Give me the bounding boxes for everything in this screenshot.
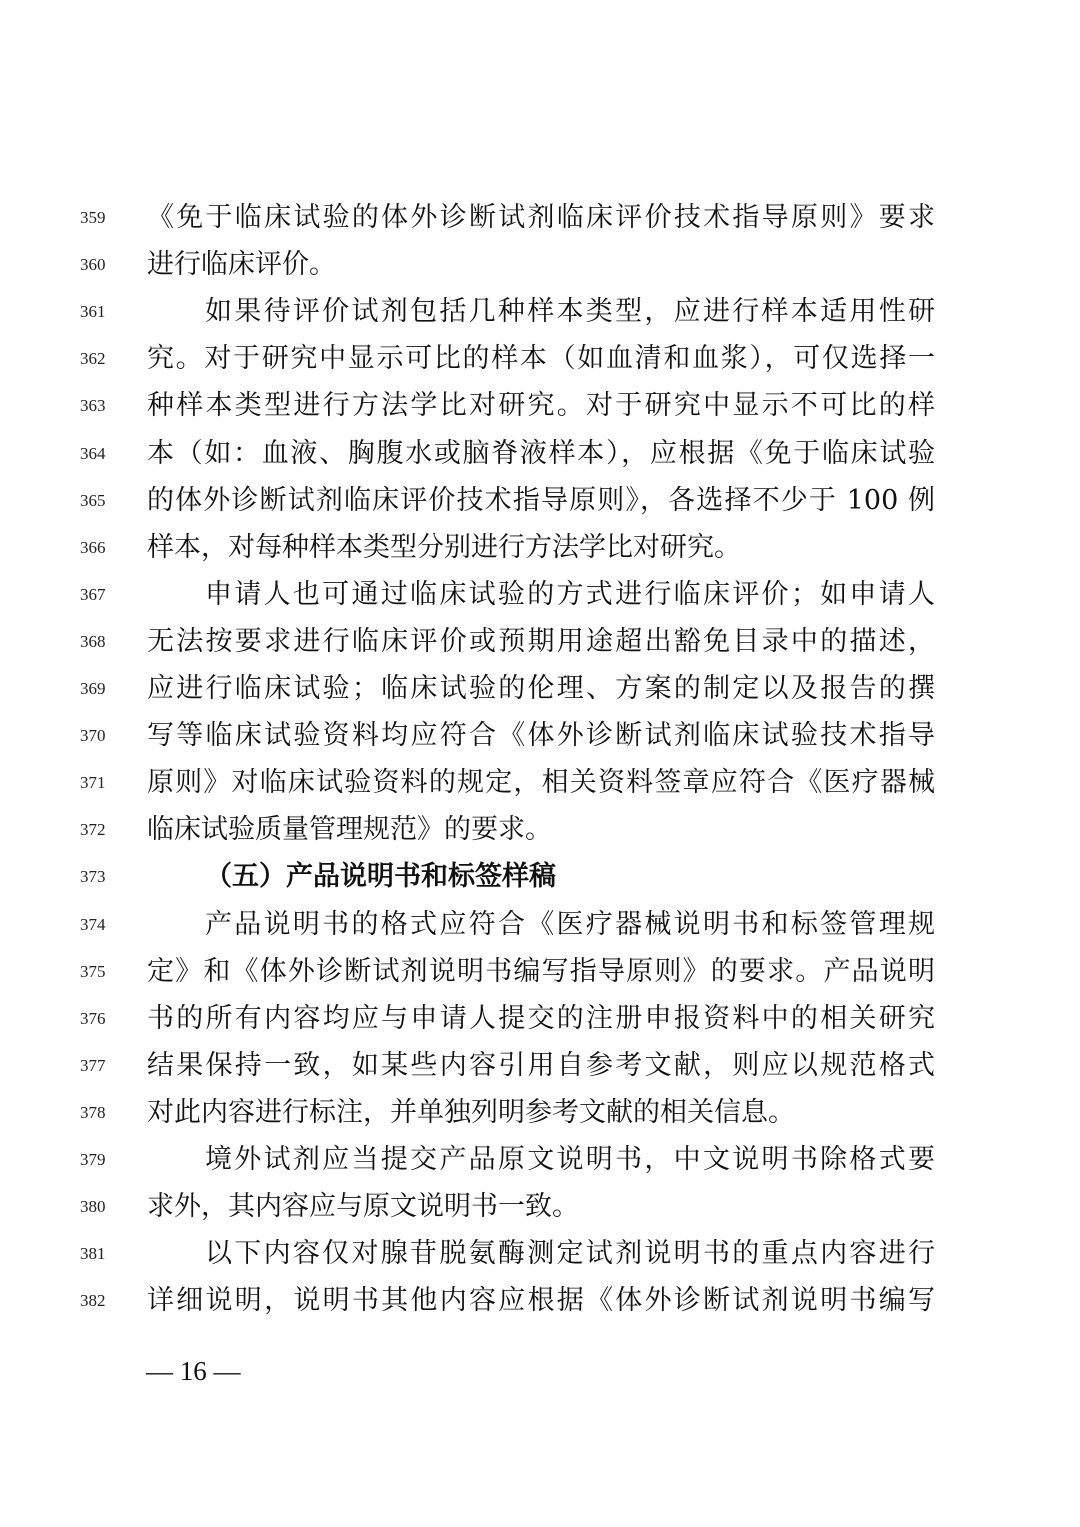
line-number: 365 bbox=[80, 490, 106, 510]
text-line bbox=[0, 999, 1080, 1039]
line-text: 的体外诊断试剂临床评价技术指导原则》，各选择不少于 100 例 bbox=[147, 484, 935, 516]
line-text: 无法按要求进行临床评价或预期用途超出豁免目录中的描述， bbox=[147, 625, 935, 657]
line-text: 详细说明，说明书其他内容应根据《体外诊断试剂说明书编写 bbox=[147, 1285, 935, 1317]
line-text: 如果待评价试剂包括几种样本类型，应进行样本适用性研 bbox=[205, 296, 935, 328]
line-text: 写等临床试验资料均应符合《体外诊断试剂临床试验技术指导 bbox=[147, 720, 935, 752]
text-line bbox=[0, 575, 1080, 615]
line-number: 371 bbox=[80, 773, 106, 793]
line-number: 376 bbox=[80, 1008, 106, 1028]
text-line bbox=[0, 481, 1080, 521]
line-text: 样本，对每种样本类型分别进行方法学比对研究。 bbox=[147, 531, 741, 563]
line-number: 366 bbox=[80, 537, 106, 557]
text-line bbox=[0, 1140, 1080, 1180]
line-number: 362 bbox=[80, 349, 106, 369]
line-text: 本（如：血液、胸腹水或脑脊液样本），应根据《免于临床试验 bbox=[147, 437, 935, 469]
line-text: 《免于临床试验的体外诊断试剂临床评价技术指导原则》要求 bbox=[147, 202, 935, 233]
line-text: 求外，其内容应与原文说明书一致。 bbox=[147, 1191, 579, 1223]
text-line bbox=[0, 528, 1080, 568]
line-number: 375 bbox=[80, 961, 106, 981]
page-number: — 16 — bbox=[146, 1356, 241, 1386]
section-heading: （五）产品说明书和标签样稿 bbox=[205, 861, 556, 893]
text-line bbox=[0, 198, 1080, 238]
line-text: 究。对于研究中显示可比的样本（如血清和血浆），可仅选择一 bbox=[147, 343, 935, 375]
line-number: 367 bbox=[80, 584, 106, 604]
text-line bbox=[0, 1281, 1080, 1321]
line-text: 境外试剂应当提交产品原文说明书，中文说明书除格式要 bbox=[205, 1144, 935, 1175]
line-text: 产品说明书的格式应符合《医疗器械说明书和标签管理规 bbox=[205, 908, 935, 940]
text-line bbox=[0, 339, 1080, 379]
line-number: 379 bbox=[80, 1150, 106, 1169]
line-text: 种样本类型进行方法学比对研究。对于研究中显示不可比的样 bbox=[147, 390, 935, 422]
line-text: 书的所有内容均应与申请人提交的注册申报资料中的相关研究 bbox=[147, 1002, 935, 1034]
text-line bbox=[0, 763, 1080, 803]
line-number: 374 bbox=[80, 914, 106, 934]
text-line bbox=[0, 669, 1080, 709]
line-number: 370 bbox=[80, 726, 106, 746]
line-number: 363 bbox=[80, 396, 106, 416]
line-text: 对此内容进行标注，并单独列明参考文献的相关信息。 bbox=[147, 1096, 795, 1128]
text-line bbox=[0, 1187, 1080, 1227]
line-text: 以下内容仅对腺苷脱氨酶测定试剂说明书的重点内容进行 bbox=[205, 1238, 935, 1270]
text-line bbox=[0, 1046, 1080, 1086]
line-number: 381 bbox=[80, 1244, 106, 1264]
line-number: 373 bbox=[80, 867, 106, 887]
text-line bbox=[0, 1234, 1080, 1274]
text-line bbox=[0, 810, 1080, 850]
text-line bbox=[0, 716, 1080, 756]
line-number: 377 bbox=[80, 1055, 106, 1075]
line-number: 369 bbox=[80, 679, 106, 698]
line-number: 359 bbox=[80, 208, 106, 227]
line-number: 372 bbox=[80, 820, 106, 840]
text-line bbox=[0, 1093, 1080, 1133]
line-text: 结果保持一致，如某些内容引用自参考文献，则应以规范格式 bbox=[147, 1049, 935, 1081]
text-line bbox=[0, 905, 1080, 945]
text-line bbox=[0, 857, 1080, 897]
text-line bbox=[0, 622, 1080, 662]
line-text: 定》和《体外诊断试剂说明书编写指导原则》的要求。产品说明 bbox=[147, 955, 935, 987]
text-line bbox=[0, 434, 1080, 474]
line-text: 申请人也可通过临床试验的方式进行临床评价；如申请人 bbox=[205, 578, 935, 610]
line-text: 应进行临床试验；临床试验的伦理、方案的制定以及报告的撰 bbox=[147, 673, 935, 704]
text-line bbox=[0, 386, 1080, 426]
text-line bbox=[0, 292, 1080, 332]
line-number: 361 bbox=[80, 302, 106, 322]
line-number: 378 bbox=[80, 1102, 106, 1122]
line-text: 临床试验质量管理规范》的要求。 bbox=[147, 814, 552, 846]
text-line bbox=[0, 245, 1080, 285]
line-number: 380 bbox=[80, 1197, 106, 1217]
line-number: 368 bbox=[80, 631, 106, 651]
text-line bbox=[0, 952, 1080, 992]
line-number: 382 bbox=[80, 1291, 106, 1311]
line-number: 360 bbox=[80, 255, 106, 275]
line-number: 364 bbox=[80, 443, 106, 463]
line-text: 原则》对临床试验资料的规定，相关资料签章应符合《医疗器械 bbox=[147, 767, 935, 799]
line-text: 进行临床评价。 bbox=[147, 249, 336, 281]
